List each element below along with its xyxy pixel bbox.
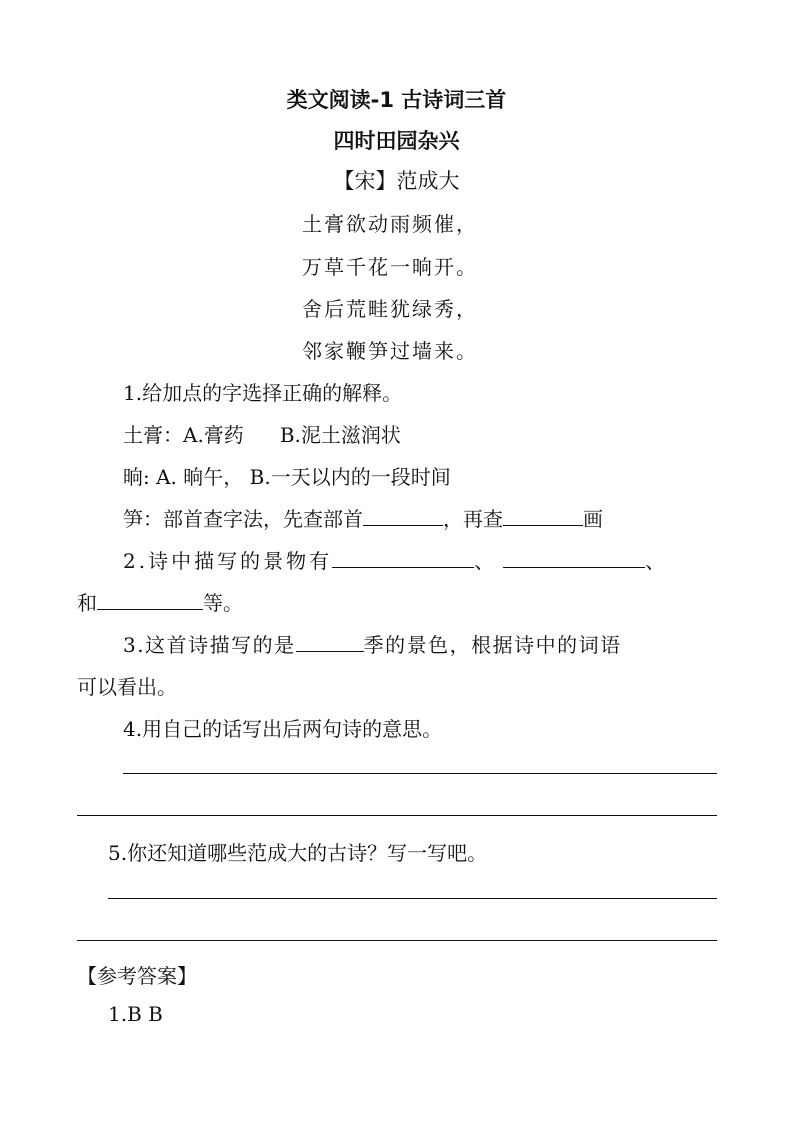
question-5-prompt: 5.你还知道哪些范成大的古诗？写一写吧。 — [108, 841, 488, 865]
poem-author: 【宋】范成大 — [333, 169, 460, 193]
question-1-item-2 — [123, 461, 451, 490]
poem-line-1: 土膏欲动雨频催， — [302, 212, 478, 236]
question-1-item-1 — [123, 419, 401, 448]
item-1-option-b: B.泥土滋润状 — [279, 423, 401, 447]
question-1-item-3 — [123, 503, 603, 532]
item-1-option-a: A.膏药 — [183, 423, 244, 447]
answer-line-4b[interactable] — [77, 815, 717, 816]
etc-text: 等。 — [203, 591, 243, 615]
scene-blank-2[interactable] — [503, 549, 645, 568]
season-blank[interactable] — [296, 633, 364, 652]
radical-blank[interactable] — [363, 507, 443, 526]
question-3-line-1 — [123, 629, 622, 658]
poem-line-2: 万草千花一晌开。 — [302, 255, 478, 279]
item-2-label: 晌: — [123, 465, 150, 489]
separator: 、 — [645, 549, 669, 573]
question-3-text-1: 3.这首诗描写的是 — [123, 633, 296, 657]
poem-line-4: 邻家鞭笋过墙来。 — [302, 339, 478, 363]
question-3-line-2: 可以看出。 — [77, 675, 177, 699]
question-2-prompt: 2.诗中描写的景物有 — [123, 549, 333, 573]
answer-1: 1.B B — [108, 1002, 163, 1026]
item-3-text-3: 画 — [583, 507, 603, 531]
separator: 、 — [474, 549, 498, 573]
scene-blank-1[interactable] — [332, 549, 474, 568]
question-4-prompt: 4.用自己的话写出后两句诗的意思。 — [123, 717, 443, 741]
item-3-text-1: 笋：部首查字法，先查部首 — [123, 507, 363, 531]
poem-title: 四时田园杂兴 — [333, 129, 460, 153]
question-2-line-2 — [77, 587, 243, 616]
scene-blank-3[interactable] — [97, 591, 203, 610]
question-2-line-1 — [123, 545, 668, 574]
document-title: 类文阅读-1 古诗词三首 — [286, 88, 507, 112]
question-3-text-2: 季的景色，根据诗中的词语 — [363, 633, 622, 657]
item-3-text-2: ，再查 — [443, 507, 503, 531]
item-2-option-b: B.一天以内的一段时间 — [249, 465, 451, 489]
answer-line-5b[interactable] — [77, 940, 717, 941]
answer-line-4a[interactable] — [123, 773, 717, 774]
answer-heading: 【参考答案】 — [77, 964, 197, 988]
item-2-option-a: A. 晌午， — [156, 465, 244, 489]
stroke-count-blank[interactable] — [503, 507, 583, 526]
poem-line-3: 舍后荒畦犹绿秀， — [302, 297, 478, 321]
question-1-prompt: 1.给加点的字选择正确的解释。 — [123, 381, 403, 405]
item-1-label: 土膏： — [123, 423, 183, 447]
answer-line-5a[interactable] — [108, 898, 717, 899]
and-text: 和 — [77, 591, 97, 615]
